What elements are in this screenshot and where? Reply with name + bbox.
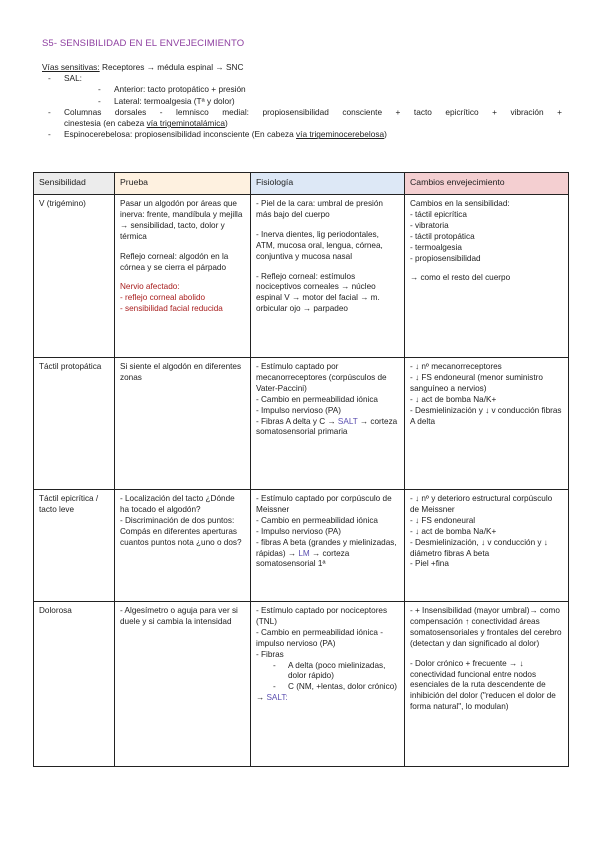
vias-line <box>42 62 562 73</box>
fibra-a-delta-item: - A delta (poco mielinizadas, dolor rápido) <box>273 660 386 681</box>
nervio-afectado: Nervio afectado: - reflejo corneal abolido - sensibilidad facial reducida <box>120 282 223 314</box>
columnas-line1: Columnas dorsales - lemnisco medial: propiosensibilidad consciente + tacto epicrítico + vibración + <box>64 106 562 117</box>
cell-cambios: - ↓ nº mecanorreceptores - ↓ FS endoneural (menor suministro sanguíneo a nervios) - ↓ act de bomba Na/K+ - Desmielinización y ↓ v conducción fibras A delta <box>405 358 569 490</box>
columnas-line2: cinestesia (en cabeza vía trigeminotalámica) <box>64 118 228 129</box>
bullet-icon: - <box>98 84 101 95</box>
header-sensibilidad: Sensibilidad <box>34 173 115 195</box>
lm-label: LM <box>298 548 310 558</box>
bullet-icon: - <box>48 129 51 140</box>
page-title: S5- SENSIBILIDAD EN EL ENVEJECIMIENTO <box>42 38 245 49</box>
salt-label: SALT <box>337 416 358 426</box>
table-row <box>34 358 569 490</box>
cell-fisiologia: - Estímulo captado por corpúsculo de Meissner - Cambio en permeabilidad iónica - Impulso nervioso (PA) - fibras A beta (grandes y mielinizadas, rápidas) → LM → corteza somatosensorial 1ª <box>251 490 405 602</box>
cell-fisiologia: - Estímulo captado por nociceptores (TNL) - Cambio en permeabilidad iónica - impulso nervioso (PA) - Fibras - A delta (poco mielinizadas, dolor rápido) - C (NM, +lentas, dolor crónico) → SALT: <box>251 602 405 767</box>
columnas-item <box>42 107 562 129</box>
cell-fisiologia: - Piel de la cara: umbral de presión más bajo del cuerpo - Inerva dientes, lig periodontales, ATM, mucosa oral, lengua, córnea, conjuntiva y mucosa nasal - Reflejo corneal: estímulos nociceptivos corneales → núcleo espinal V → motor del facial → m. orbicular ojo → parpadeo <box>251 195 405 358</box>
table-row <box>34 195 569 358</box>
fibra-c-item: - C (NM, +lentas, dolor crónico) <box>273 682 397 692</box>
cell-sensibilidad: V (trigémino) <box>34 195 115 358</box>
cell-cambios: - + Insensibilidad (mayor umbral)→ como compensación ↑ conectividad áreas somatosensoriales y frontales del cerebro (detectan y dan significado al dolor) - Dolor crónico + frecuente → ↓ conectividad funcional entre nodos esenciales de la ruta descendente de inhibición del dolor ("reducen el dolor de forma natural", lo modulan) <box>405 602 569 767</box>
bullet-icon: - <box>98 95 101 106</box>
header-fisiologia: Fisiología <box>251 173 405 195</box>
cell-prueba: - Algesímetro o aguja para ver si duele y si cambia la intensidad <box>115 602 251 767</box>
sal-item <box>42 73 562 84</box>
bullet-icon: - <box>48 106 51 117</box>
table-header-row <box>34 173 569 195</box>
intro-section <box>42 62 562 140</box>
salt-label: SALT: <box>266 693 288 703</box>
bullet-icon: - <box>273 682 276 692</box>
cell-fisiologia: - Estímulo captado por mecanorreceptores (corpúsculos de Vater-Paccini) - Cambio en permeabilidad iónica - Impulso nervioso (PA) - Fibras A delta y C → SALT → corteza somatosensorial primaria <box>251 358 405 490</box>
cell-sensibilidad: Táctil epicrítica / tacto leve <box>34 490 115 602</box>
cell-cambios: - ↓ nº y deterioro estructural corpúsculo de Meissner - ↓ FS endoneural - ↓ act de bomba Na/K+ - Desmielinización, ↓ v conducción y ↓ diámetro fibras A beta - Piel +fina <box>405 490 569 602</box>
cell-sensibilidad: Dolorosa <box>34 602 115 767</box>
sensibilidad-table <box>33 172 569 767</box>
lateral-text: Lateral: termoalgesia (Tª y dolor) <box>114 95 235 106</box>
cell-sensibilidad: Táctil protopática <box>34 358 115 490</box>
bullet-icon: - <box>48 73 51 84</box>
anterior-text: Anterior: tacto protopático + presión <box>114 84 246 95</box>
via-trigeminocerebelosa-link: vía trigeminocerebelosa <box>296 129 385 140</box>
sal-text: SAL: <box>64 73 82 84</box>
espino-item: - Espinocerebelosa: propiosensibilidad inconsciente (En cabeza vía trigeminocerebelosa) <box>48 129 387 140</box>
table-row <box>34 602 569 767</box>
vias-text: Receptores → médula espinal → SNC <box>99 62 244 72</box>
cell-cambios: Cambios en la sensibilidad: - táctil epicrítica - vibratoria - táctil protopática - termoalgesia - propiosensibilidad → como el resto del cuerpo <box>405 195 569 358</box>
cell-prueba: - Localización del tacto ¿Dónde ha tocado el algodón? - Discriminación de dos puntos: Compás en diferentes aperturas cuantos puntos nota ¿uno o dos? <box>115 490 251 602</box>
cell-prueba: Si siente el algodón en diferentes zonas <box>115 358 251 490</box>
header-prueba: Prueba <box>115 173 251 195</box>
anterior-item <box>42 84 562 95</box>
bullet-icon: - <box>273 660 276 670</box>
cell-prueba: Pasar un algodón por áreas que inerva: frente, mandíbula y mejilla → sensibilidad, tacto, dolor y térmica Reflejo corneal: algodón en la córnea y se cierra el párpado Nervio afectado: - reflejo corneal abolido - sensibilidad facial reducida <box>115 195 251 358</box>
via-trigeminotalamica-link: vía trigeminotalámica <box>146 118 225 129</box>
header-cambios: Cambios envejecimiento <box>405 173 569 195</box>
vias-label: Vías sensitivas: <box>42 62 100 72</box>
table-row <box>34 490 569 602</box>
lateral-item <box>42 96 562 107</box>
